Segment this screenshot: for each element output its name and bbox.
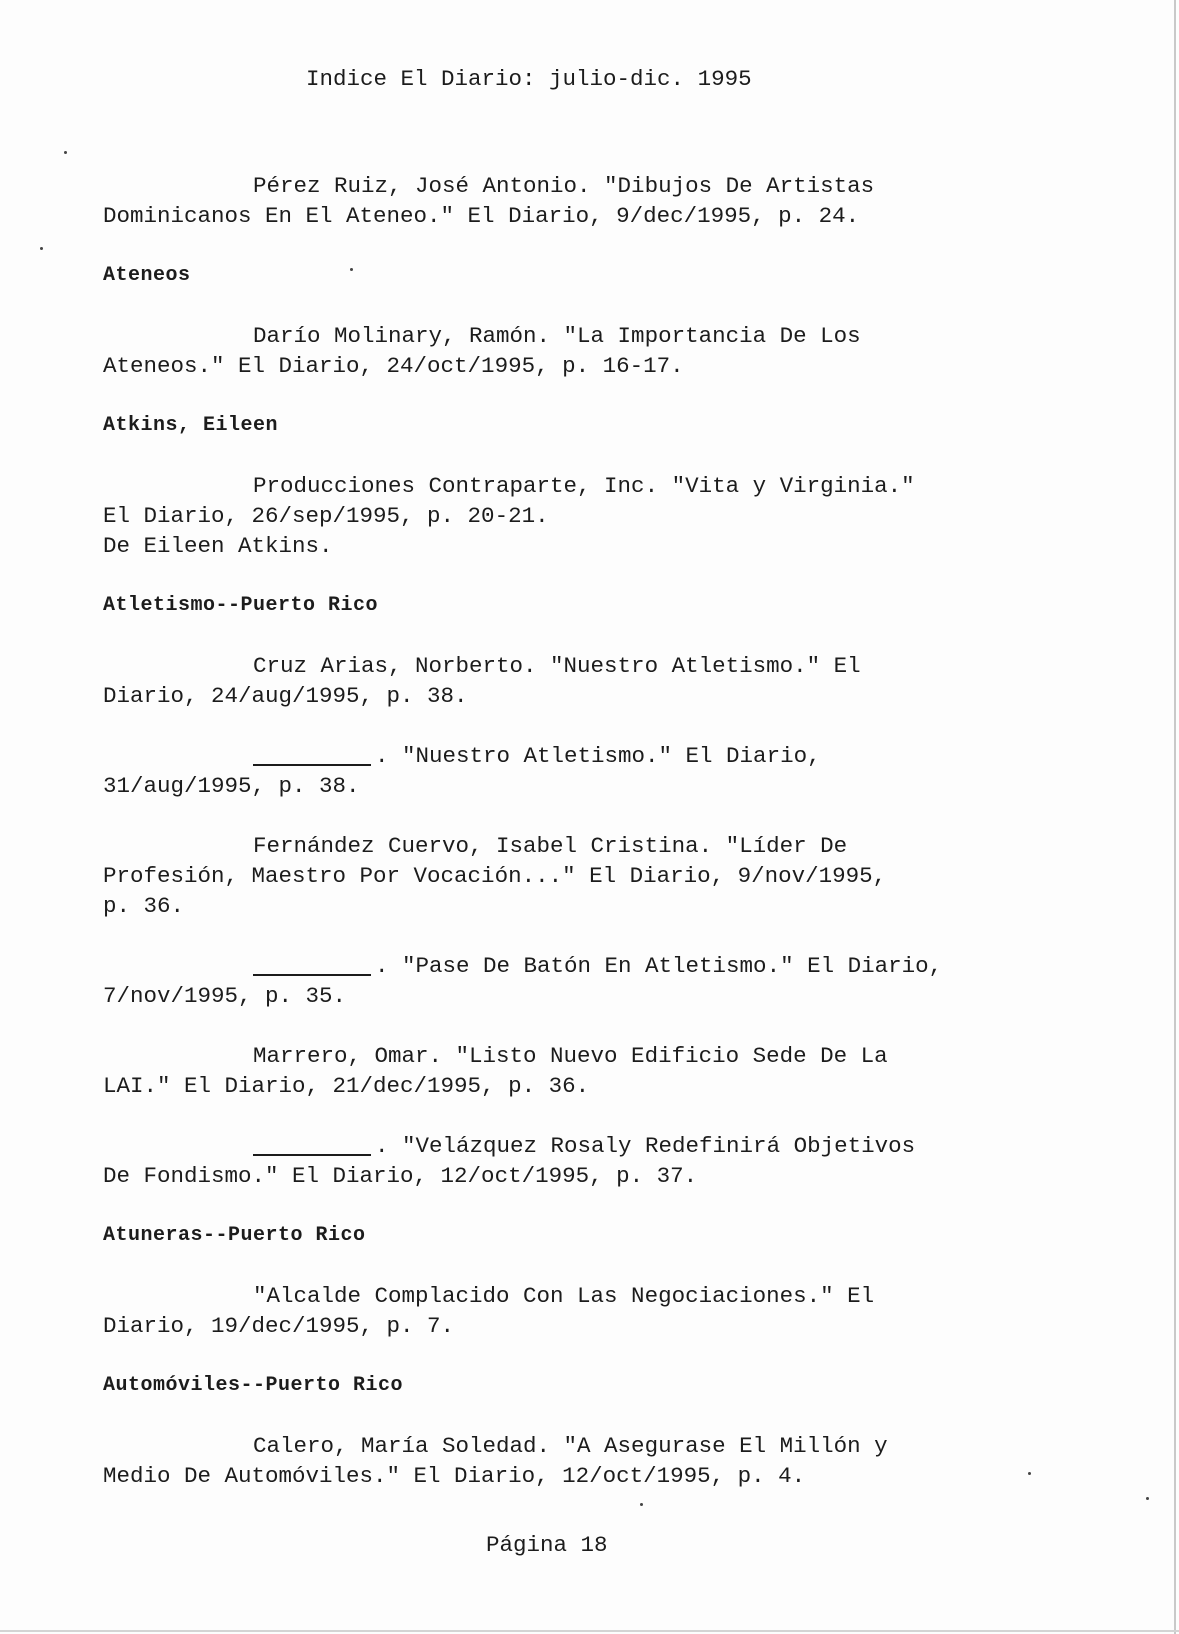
scan-speck [1028,1472,1031,1475]
page-title: Indice El Diario: julio-dic. 1995 [306,66,752,92]
scan-speck [640,1503,643,1506]
scan-speck [40,247,43,250]
entry-line: LAI." El Diario, 21/dec/1995, p. 36. [103,1073,590,1099]
page-number: Página 18 [486,1532,608,1558]
ditto-blank [253,974,371,976]
scan-speck [350,268,353,271]
entry-line: Calero, María Soledad. "A Asegurase El Millón y [253,1433,888,1459]
entry-line-text: . "Nuestro Atletismo." El Diario, [375,743,821,769]
subject-heading: Automóviles--Puerto Rico [103,1374,404,1397]
scan-speck [1146,1497,1149,1500]
page-edge-bottom [0,1630,1179,1632]
entry-line-text: . "Pase De Batón En Atletismo." El Diario, [375,953,943,979]
entry-line: Cruz Arias, Norberto. "Nuestro Atletismo." El [253,653,861,679]
subject-heading: Atkins, Eileen [103,414,279,437]
entry-line: Ateneos." El Diario, 24/oct/1995, p. 16-17. [103,353,684,379]
entry-line: De Eileen Atkins. [103,533,333,559]
entry-line: Pérez Ruiz, José Antonio. "Dibujos De Artistas [253,173,875,199]
entry-line: Dominicanos En El Ateneo." El Diario, 9/dec/1995, p. 24. [103,203,860,229]
entry-line-ditto [253,953,942,979]
entry-line: 31/aug/1995, p. 38. [103,773,360,799]
ditto-blank [253,764,371,766]
entry-line: "Alcalde Complacido Con Las Negociaciones." El [253,1283,875,1309]
entry-line: Darío Molinary, Ramón. "La Importancia De Los [253,323,861,349]
entry-line: Diario, 19/dec/1995, p. 7. [103,1313,455,1339]
subject-heading: Atuneras--Puerto Rico [103,1224,366,1247]
entry-line: Diario, 24/aug/1995, p. 38. [103,683,468,709]
page-edge-right [1174,0,1176,1634]
entry-line: Medio De Automóviles." El Diario, 12/oct/1995, p. 4. [103,1463,806,1489]
entry-line: El Diario, 26/sep/1995, p. 20-21. [103,503,549,529]
entry-line-ditto [253,743,821,769]
ditto-blank [253,1154,371,1156]
entry-line: De Fondismo." El Diario, 12/oct/1995, p. 37. [103,1163,698,1189]
subject-heading: Ateneos [103,264,191,287]
entry-line-ditto [253,1133,915,1159]
subject-heading: Atletismo--Puerto Rico [103,594,379,617]
entry-line: 7/nov/1995, p. 35. [103,983,347,1009]
entry-line-text: . "Velázquez Rosaly Redefinirá Objetivos [375,1133,916,1159]
entry-line: Fernández Cuervo, Isabel Cristina. "Líder De [253,833,848,859]
scan-speck [64,151,67,154]
entry-line: Profesión, Maestro Por Vocación..." El Diario, 9/nov/1995, [103,863,887,889]
entry-line: Marrero, Omar. "Listo Nuevo Edificio Sede De La [253,1043,888,1069]
entry-line: Producciones Contraparte, Inc. "Vita y Virginia." [253,473,915,499]
entry-line: p. 36. [103,893,185,919]
